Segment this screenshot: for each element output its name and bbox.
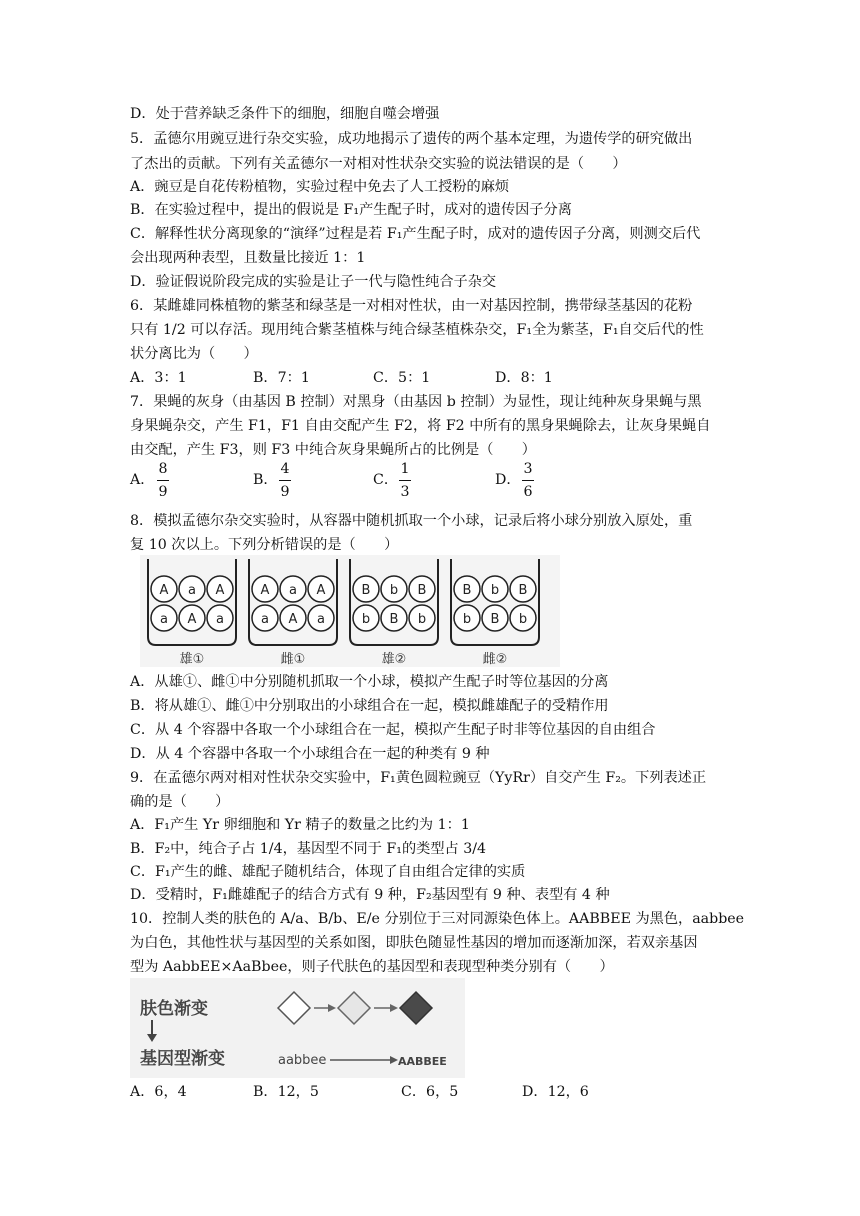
q5-option-a: A．豌豆是自花传粉植物，实验过程中免去了人工授粉的麻烦 [130, 179, 510, 195]
q7-option-b-numerator: 4 [280, 461, 290, 477]
ball-label: b [389, 583, 399, 598]
ball-label: B [361, 583, 371, 598]
fig-end-genotype: AABBEE [398, 1055, 447, 1068]
q5-option-c-line2: 会出现两种表型，且数量比接近 1：1 [130, 250, 366, 266]
q10-stem-line3: 型为 AabbEE×AaBbee，则子代肤色的基因型和表现型种类分别有（ ） [130, 959, 614, 975]
q6-option-b: B．7：1 [253, 370, 310, 386]
fraction-bar [522, 480, 534, 481]
container-label: 雄① [179, 652, 205, 667]
ball-label: a [160, 612, 168, 627]
fig-start-genotype: aabbee [278, 1053, 327, 1068]
container-label: 雄② [381, 652, 407, 667]
q10-option-c: C．6，5 [401, 1084, 459, 1100]
q9-option-a: A．F₁产生 Yr 卵细胞和 Yr 精子的数量之比约为 1：1 [130, 817, 470, 833]
ball-label: b [490, 583, 500, 598]
q7-option-c-letter: C． [373, 472, 399, 488]
q8-stem-line1: 8．模拟孟德尔杂交实验时，从容器中随机抓取一个小球，记录后将小球分别放入原处，重 [130, 513, 693, 529]
q7-option-a-letter: A． [130, 472, 155, 488]
fraction-bar [157, 480, 169, 481]
ball-label: a [317, 612, 325, 627]
q8-option-b: B．将从雄①、雌①中分别取出的小球组合在一起，模拟雌雄配子的受精作用 [130, 698, 609, 714]
q4-option-d: D．处于营养缺乏条件下的细胞，细胞自噬会增强 [130, 106, 440, 122]
q6-stem-line2: 只有 1/2 可以存活。现用纯合紫茎植株与纯合绿茎植株杂交，F₁全为紫茎，F₁自交后代的性 [130, 322, 704, 338]
q5-option-b: B．在实验过程中，提出的假说是 F₁产生配子时，成对的遗传因子分离 [130, 202, 572, 218]
q7-option-d-letter: D． [495, 472, 521, 488]
q7-stem-line3: 由交配，产生 F3，则 F3 中纯合灰身果蝇所占的比例是（ ） [130, 442, 536, 458]
q10-stem-line2: 为白色，其他性状与基因型的关系如图，即肤色随显性基因的增加而逐渐加深，若双亲基因 [130, 935, 698, 951]
ball-label: a [188, 583, 196, 598]
container-label: 雌② [482, 652, 508, 667]
q10-stem-line1: 10．控制人类的肤色的 A/a、B/b、E/e 分别位于三对同源染色体上。AABBEE 为黑色，aabbee [130, 911, 745, 927]
q7-option-d-numerator: 3 [523, 461, 533, 477]
fraction-bar [279, 480, 291, 481]
q5-option-c-line1: C．解释性状分离现象的“演绎”过程是若 F₁产生配子时，成对的遗传因子分离，则测交后代 [130, 226, 701, 242]
q6-option-c: C．5：1 [373, 370, 431, 386]
ball-label: A [260, 583, 270, 598]
q7-option-d-fraction [522, 460, 534, 501]
q9-option-d: D．受精时，F₁雌雄配子的结合方式有 9 种，F₂基因型有 9 种、表型有 4 种 [130, 887, 610, 903]
ball-label: B [417, 583, 427, 598]
fig-label-genotype-gradient: 基因型渐变 [140, 1049, 225, 1069]
q9-option-c: C．F₁产生的雌、雄配子随机结合，体现了自由组合定律的实质 [130, 864, 526, 880]
q7-option-c-fraction [399, 460, 411, 501]
q6-option-d: D．8：1 [495, 370, 553, 386]
ball-label: a [289, 583, 297, 598]
q5-stem-line2: 了杰出的贡献。下列有关孟德尔一对相对性状杂交实验的说法错误的是（ ） [130, 156, 627, 172]
q7-stem-line2: 身果蝇杂交，产生 F1，F1 自由交配产生 F2，将 F2 中所有的黑身果蝇除去，让灰身果蝇自 [130, 418, 711, 434]
ball-label: b [462, 612, 472, 627]
q8-option-a: A．从雄①、雌①中分别随机抓取一个小球，模拟产生配子时等位基因的分离 [130, 674, 609, 690]
q7-option-a-denominator: 9 [158, 484, 168, 500]
ball-label: A [316, 583, 326, 598]
container-label: 雌① [280, 652, 306, 667]
ball-label: A [187, 612, 197, 627]
q9-stem-line1: 9．在孟德尔两对相对性状杂交实验中，F₁黄色圆粒豌豆（YyRr）自交产生 F₂。下列表述正 [130, 770, 707, 786]
q7-option-c-denominator: 3 [400, 484, 410, 500]
ball-label: A [288, 612, 298, 627]
q9-option-b: B．F₂中，纯合子占 1/4，基因型不同于 F₁的类型占 3/4 [130, 841, 487, 857]
q10-option-b: B．12，5 [253, 1084, 319, 1100]
ball-label: b [417, 612, 427, 627]
q10-option-a: A．6，4 [130, 1084, 187, 1100]
q5-option-d: D．验证假说阶段完成的实验是让子一代与隐性纯合子杂交 [130, 274, 497, 290]
q7-option-b-fraction [279, 460, 291, 501]
q7-option-b-denominator: 9 [280, 484, 290, 500]
q7-option-a-fraction [157, 460, 169, 501]
q7-stem-line1: 7．果蝇的灰身（由基因 B 控制）对黑身（由基因 b 控制）为显性，现让纯种灰身果蝇与黑 [130, 394, 702, 410]
fig-label-skin-gradient: 肤色渐变 [140, 999, 208, 1019]
q10-skin-color-figure [130, 978, 465, 1078]
ball-label: b [518, 612, 528, 627]
q7-option-c-numerator: 1 [400, 461, 410, 477]
q7-option-d-denominator: 6 [523, 484, 533, 500]
q6-stem-line1: 6．某雌雄同株植物的紫茎和绿茎是一对相对性状，由一对基因控制，携带绿茎基因的花粉 [130, 298, 693, 314]
q6-option-a: A．3：1 [130, 370, 187, 386]
ball-label: B [389, 612, 399, 627]
fraction-bar [399, 480, 411, 481]
ball-label: A [159, 583, 169, 598]
ball-label: a [216, 612, 224, 627]
q8-option-c: C．从 4 个容器中各取一个小球组合在一起，模拟产生配子时非等位基因的自由组合 [130, 722, 656, 738]
q8-option-d: D．从 4 个容器中各取一个小球组合在一起的种类有 9 种 [130, 746, 490, 762]
ball-label: A [215, 583, 225, 598]
q8-containers-figure [140, 555, 560, 667]
q10-option-d: D．12，6 [522, 1084, 589, 1100]
ball-label: B [518, 583, 528, 598]
q7-option-a-numerator: 8 [158, 461, 168, 477]
ball-label: b [361, 612, 371, 627]
q5-stem-line1: 5．孟德尔用豌豆进行杂交实验，成功地揭示了遗传的两个基本定理，为遗传学的研究做出 [130, 131, 693, 147]
ball-label: B [490, 612, 500, 627]
q7-option-b-letter: B． [253, 472, 278, 488]
q9-stem-line2: 确的是（ ） [130, 794, 230, 810]
ball-label: B [462, 583, 472, 598]
q6-stem-line3: 状分离比为（ ） [130, 346, 258, 362]
ball-label: a [261, 612, 269, 627]
q8-stem-line2: 复 10 次以上。下列分析错误的是（ ） [130, 537, 399, 553]
